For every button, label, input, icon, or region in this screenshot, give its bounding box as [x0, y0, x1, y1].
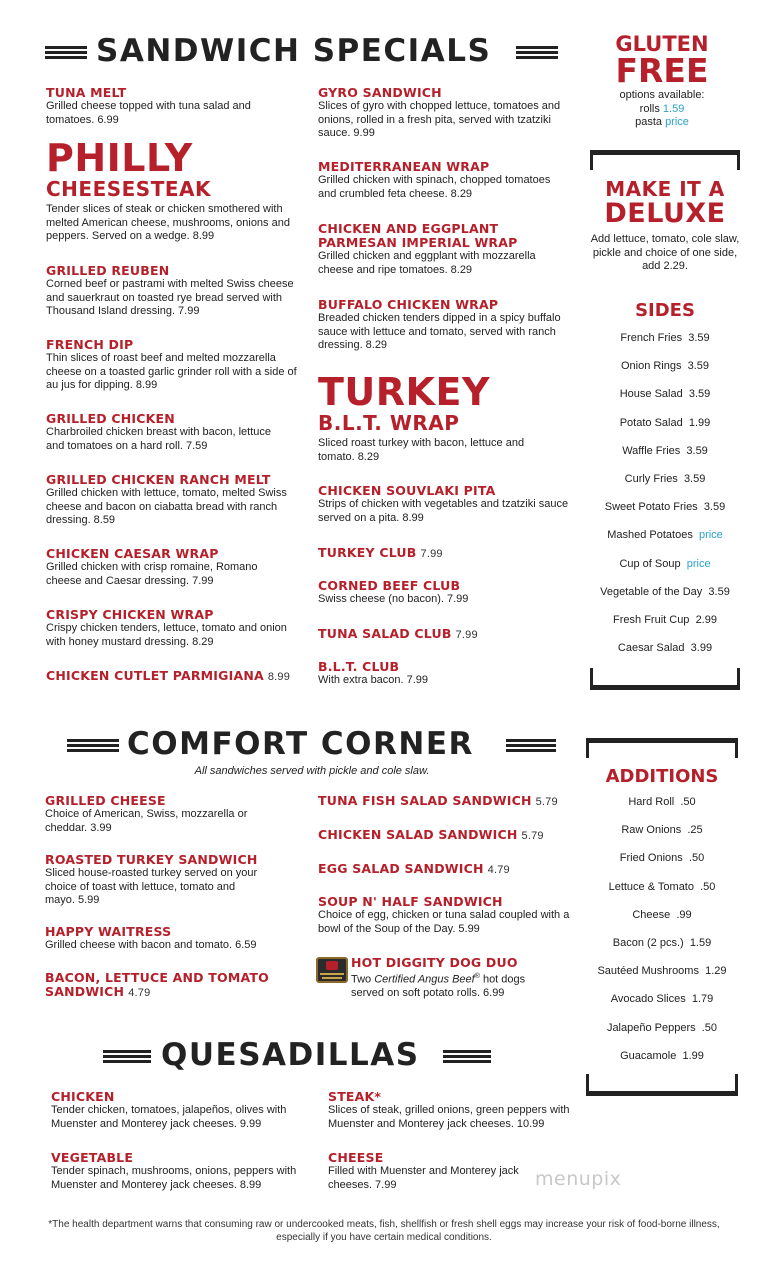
item-price: 10.99: [516, 1117, 545, 1130]
item-name: GYRO SANDWICH: [318, 85, 442, 100]
item-desc: Tender spinach, mushrooms, onions, peppers with Muenster and Monterey jack cheeses.: [51, 1165, 297, 1191]
brand-name: Certified Angus Beef: [374, 973, 475, 986]
item-name: GRILLED CHICKEN RANCH MELT: [46, 472, 271, 487]
item-name: VEGETABLE: [51, 1150, 134, 1165]
item-name: BUFFALO CHICKEN WRAP: [318, 297, 499, 312]
additions-box-top-bar: [586, 738, 738, 743]
menu-item: [318, 86, 573, 141]
gluten-pasta-label: pasta: [635, 116, 662, 128]
menu-item: [318, 579, 568, 607]
item-price: 8.29: [450, 263, 473, 276]
item-desc: Thin slices of roast beef and melted mozzarella cheese on a toasted garlic grinder roll with a side of au jus for dipping.: [46, 352, 297, 391]
menu-item: HOT DIGGITY DOG DUO Two Certified Angus Beef® hot dogs served on soft potato rolls. 6.99: [351, 956, 561, 1001]
item-name: CRISPY CHICKEN WRAP: [46, 607, 214, 622]
decor-lines-right: [516, 46, 558, 60]
menu-item: [51, 1090, 319, 1131]
list-item: Potato Salad 1.99: [619, 416, 711, 429]
item-name: EGG SALAD SANDWICH: [318, 861, 484, 876]
item-name: MEDITERRANEAN WRAP: [318, 159, 490, 174]
item-price: 7.99: [446, 593, 469, 605]
menu-item: [46, 608, 296, 649]
list-item: Raw Onions .25: [621, 824, 703, 837]
feature-title-line2: CHEESESTEAK: [46, 177, 211, 201]
item-price: 5.79: [535, 796, 558, 808]
item-price: 4.79: [487, 864, 510, 876]
menu-item: [318, 895, 580, 936]
item-name: HOT DIGGITY DOG DUO: [351, 955, 518, 970]
list-item: Vegetable of the Day 3.59: [600, 585, 730, 598]
item-price: 8.99: [192, 230, 215, 242]
list-item: Cheese .99: [632, 908, 692, 921]
list-item: Fried Onions .50: [619, 852, 705, 865]
gluten-rolls-price: 1.59: [662, 102, 685, 115]
additions-title: ADDITIONS: [605, 766, 719, 787]
sides-list: [590, 324, 740, 662]
item-desc: Filled with Muenster and Monterey jack cheeses.: [328, 1165, 519, 1191]
additions-box-tick: [586, 738, 589, 758]
list-item: Waffle Fries 3.59: [622, 444, 708, 457]
additions-list: [586, 788, 738, 1070]
list-item: Fresh Fruit Cup 2.99: [613, 613, 717, 626]
sides-title: SIDES: [635, 300, 695, 321]
item-price: 7.99: [420, 548, 443, 560]
item-price: 3.99: [90, 821, 112, 834]
menu-item: [45, 925, 307, 953]
item-desc: Grilled chicken with crisp romaine, Romano cheese and Caesar dressing.: [46, 561, 258, 587]
menu-item: [46, 669, 308, 684]
item-price: 8.99: [402, 511, 424, 524]
item-name: FRENCH DIP: [46, 337, 134, 352]
list-item: Jalapeño Peppers .50: [606, 1021, 718, 1034]
list-item: Avocado Slices 1.79: [610, 993, 714, 1006]
menu-item: [318, 546, 568, 561]
item-price: 5.99: [458, 922, 480, 935]
item-desc: Corned beef or pastrami with melted Swiss cheese and sauerkraut on toasted rye bread served with Thousand Island dressing.: [46, 278, 294, 317]
menu-item: [328, 1090, 593, 1131]
menu-item: [318, 160, 568, 201]
deluxe-block: [588, 178, 742, 274]
item-name: HAPPY WAITRESS: [45, 924, 172, 939]
item-price: 6.99: [97, 113, 119, 126]
gluten-free-note: options available:: [619, 89, 705, 101]
sides-box-top-bar: [590, 150, 740, 155]
item-desc: Choice of American, Swiss, mozzarella or cheddar.: [45, 808, 248, 834]
philly-cheesesteak-feature: [46, 138, 308, 244]
item-price: 8.99: [239, 1178, 262, 1191]
item-name: CORNED BEEF CLUB: [318, 578, 461, 593]
turkey-blt-wrap-feature: [318, 372, 568, 464]
item-price: 8.29: [357, 450, 380, 463]
menu-item: [318, 222, 573, 277]
item-desc: Slices of steak, grilled onions, green peppers with Muenster and Monterey jack cheeses.: [328, 1104, 570, 1130]
item-price: 5.99: [77, 894, 100, 906]
item-name: CHICKEN CUTLET PARMIGIANA: [46, 668, 264, 683]
decor-lines-left: [67, 739, 119, 753]
item-desc: Crispy chicken tenders, lettuce, tomato and onion with honey mustard dressing.: [46, 622, 287, 648]
item-name: ROASTED TURKEY SANDWICH: [45, 852, 258, 867]
additions-box-bottom-bar: [586, 1091, 738, 1096]
list-item: Curly Fries 3.59: [624, 472, 706, 485]
gluten-free-block: [592, 33, 732, 130]
list-item: Caesar Salad 3.99: [617, 642, 713, 655]
item-price: 8.29: [192, 635, 214, 648]
item-price: 8.29: [450, 187, 473, 200]
item-price: 7.99: [455, 629, 478, 641]
menu-item: [46, 338, 308, 393]
menu-item: [318, 298, 568, 353]
item-price: 6.59: [235, 939, 257, 951]
feature-title-line1: TURKEY: [318, 370, 490, 414]
list-item: French Fries 3.59: [620, 332, 710, 344]
item-price: 7.99: [375, 1178, 397, 1191]
item-name: BACON, LETTUCE AND TOMATO SANDWICH: [45, 970, 269, 999]
item-price: 7.99: [192, 574, 214, 587]
gluten-free-title-line2: FREE: [615, 51, 709, 90]
gluten-rolls-label: rolls: [639, 102, 660, 115]
comfort-corner-title: COMFORT CORNER: [127, 726, 474, 762]
item-desc: Charbroiled chicken breast with bacon, lettuce and tomatoes on a hard roll.: [46, 426, 272, 452]
item-name: CHEESE: [328, 1150, 384, 1165]
item-desc: Tender slices of steak or chicken smothered with melted American cheese, mushrooms, onions and peppers. Served on a wedge.: [46, 203, 290, 242]
sides-box-tick: [737, 150, 740, 170]
item-desc: Sliced house-roasted turkey served on your choice of toast with lettuce, tomato and mayo.: [45, 867, 258, 906]
item-price: 7.59: [185, 439, 208, 452]
item-desc: Grilled chicken with lettuce, tomato, melted Swiss cheese and bacon on ciabatta bread with ranch dressing.: [46, 487, 287, 526]
feature-title-line2: B.L.T. WRAP: [318, 411, 460, 435]
menu-item: [46, 547, 296, 588]
item-desc: Slices of gyro with chopped lettuce, tomatoes and onions, rolled in a fresh pita, served with tzatziki sauce.: [318, 100, 561, 139]
item-price: 9.99: [239, 1117, 262, 1130]
menu-item: [45, 794, 285, 835]
deluxe-title-line2: DELUXE: [604, 198, 726, 229]
sides-box-tick: [590, 150, 593, 170]
item-price: 8.99: [267, 671, 291, 683]
item-price: 8.29: [365, 339, 388, 351]
list-item: Lettuce & Tomato .50: [608, 880, 716, 893]
item-name: GRILLED REUBEN: [46, 263, 170, 278]
deluxe-title-line1: MAKE IT A: [605, 177, 725, 201]
item-price: 9.99: [353, 127, 375, 139]
menu-item: [45, 853, 290, 908]
item-name: GRILLED CHEESE: [45, 793, 166, 808]
item-price: 6.99: [483, 987, 505, 1000]
menu-item: [318, 660, 568, 688]
item-name: TURKEY CLUB: [318, 545, 417, 560]
item-desc: Grilled chicken and eggplant with mozzarella cheese and ripe tomatoes.: [318, 250, 536, 276]
item-name: CHICKEN SALAD SANDWICH: [318, 827, 518, 842]
menu-item: [51, 1151, 319, 1192]
health-warning-footnote: *The health department warns that consuming raw or undercooked meats, fish, shellfish or fresh shell eggs may increase your risk of food-borne illness, especially if you have certain medical conditions.: [48, 1219, 720, 1243]
list-item: Guacamole 1.99: [620, 1049, 704, 1062]
certified-angus-beef-logo-icon: [316, 957, 348, 983]
menu-item: [318, 794, 580, 809]
decor-lines-right: [443, 1050, 491, 1064]
comfort-corner-subtitle: All sandwiches served with pickle and cole slaw.: [194, 765, 430, 777]
item-price: 4.79: [128, 987, 151, 999]
list-item: Sweet Potato Fries 3.59: [604, 501, 726, 514]
menu-item: [46, 412, 286, 453]
item-name: SOUP N' HALF SANDWICH: [318, 894, 503, 909]
item-name: CHICKEN AND EGGPLANT PARMESAN IMPERIAL WRAP: [318, 221, 518, 250]
list-item: House Salad 3.59: [619, 388, 711, 401]
gluten-free-title-line1: GLUTEN: [615, 32, 709, 56]
gluten-pasta-price: price: [665, 116, 689, 128]
menu-item: [45, 971, 280, 1000]
item-name: B.L.T. CLUB: [318, 659, 400, 674]
sides-box-bottom-bar: [590, 685, 740, 690]
quesadillas-title: QUESADILLAS: [161, 1037, 420, 1073]
feature-title-line1: PHILLY: [46, 136, 193, 180]
menu-item: [318, 828, 580, 843]
menu-item: [46, 86, 296, 127]
item-price: 8.59: [93, 514, 116, 526]
item-name: CHICKEN CAESAR WRAP: [46, 546, 219, 561]
list-item: Bacon (2 pcs.) 1.59: [612, 936, 712, 949]
watermark: menupix: [535, 1168, 622, 1190]
item-desc: With extra bacon.: [318, 674, 404, 686]
item-price: 8.99: [135, 379, 158, 391]
item-price: 7.99: [406, 674, 429, 686]
menu-item: [318, 627, 568, 642]
menu-item: [318, 484, 580, 525]
item-price: 5.79: [521, 830, 544, 842]
item-name: TUNA MELT: [46, 85, 127, 100]
item-desc: Breaded chicken tenders dipped in a spicy buffalo sauce with lettuce and tomato, served with ranch dressing.: [318, 312, 561, 351]
list-item: Mashed Potatoes price: [607, 529, 723, 542]
list-item: Cup of Soup price: [619, 557, 711, 570]
decor-lines-left: [103, 1050, 151, 1064]
menu-item: [46, 264, 308, 319]
sandwich-specials-title: SANDWICH SPECIALS: [96, 33, 492, 69]
item-name: CHICKEN SOUVLAKI PITA: [318, 483, 496, 498]
decor-lines-right: [506, 739, 556, 753]
item-desc: Grilled cheese with bacon and tomato.: [45, 939, 233, 951]
item-name: STEAK*: [328, 1089, 382, 1104]
item-name: GRILLED CHICKEN: [46, 411, 175, 426]
menu-item: [46, 473, 298, 528]
list-item: Hard Roll .50: [628, 796, 696, 808]
additions-box-tick: [735, 738, 738, 758]
item-name: CHICKEN: [51, 1089, 115, 1104]
item-desc: Grilled chicken with spinach, chopped tomatoes and crumbled feta cheese.: [318, 174, 551, 200]
item-desc: Sliced roast turkey with bacon, lettuce and tomato.: [318, 437, 525, 463]
menu-item: [328, 1151, 550, 1192]
item-desc: Tender chicken, tomatoes, jalapeños, olives with Muenster and Monterey jack cheeses.: [51, 1104, 287, 1130]
decor-lines-left: [45, 46, 87, 60]
item-name: TUNA FISH SALAD SANDWICH: [318, 793, 532, 808]
list-item: Sautéed Mushrooms 1.29: [597, 965, 727, 978]
item-name: TUNA SALAD CLUB: [318, 626, 452, 641]
item-price: 7.99: [178, 305, 200, 317]
list-item: Onion Rings 3.59: [620, 360, 710, 373]
menu-item: [318, 862, 580, 877]
deluxe-desc: Add lettuce, tomato, cole slaw, pickle and choice of one side, add 2.29.: [590, 233, 740, 272]
item-desc: Strips of chicken with vegetables and tzatziki sauce served on a pita.: [318, 498, 569, 524]
item-desc: Grilled cheese topped with tuna salad and tomatoes.: [46, 100, 251, 126]
item-desc: Swiss cheese (no bacon).: [318, 593, 444, 605]
item-desc: Choice of egg, chicken or tuna salad coupled with a bowl of the Soup of the Day.: [318, 909, 570, 935]
